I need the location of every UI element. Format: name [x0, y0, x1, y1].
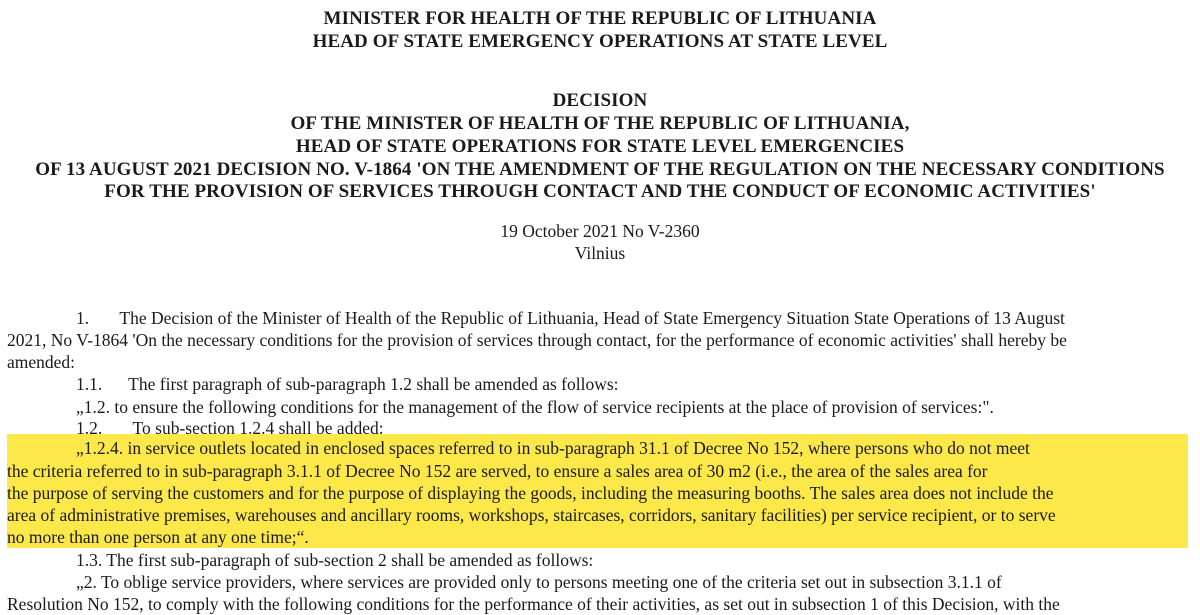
decision-date-number: 19 October 2021 No V-2360 [500, 221, 700, 241]
paragraph-1-3-line-1: „2. To oblige service providers, where services are provided only to persons meeting one of the criteria set out in subsection 3.1.1 of [76, 572, 1002, 592]
highlighted-line-2: the criteria referred to in sub-paragraph 3.1.1 of Decree No 152 are served, to ensure a sales area of 30 m2 (i.e., the area of the sales area for [7, 461, 988, 481]
header-line-1: MINISTER FOR HEALTH OF THE REPUBLIC OF LITHUANIA [323, 8, 877, 29]
paragraph-1-line-1: 1. The Decision of the Minister of Health of the Republic of Lithuania, Head of State Emergency Situation State Operations of 13 August [76, 308, 1065, 328]
highlighted-line-5: no more than one person at any one time;“. [7, 527, 309, 547]
paragraph-1-3-line-2: Resolution No 152, to comply with the following conditions for the performance of their activities, as set out in subsection 1 of this Decision, with the [7, 594, 1060, 614]
paragraph-1-line-2: 2021, No V-1864 'On the necessary conditions for the provision of services through contact, for the performance of economic activities' shall hereby be [7, 330, 1067, 350]
title-line-4: OF 13 AUGUST 2021 DECISION NO. V-1864 'ON THE AMENDMENT OF THE REGULATION ON THE NECESSARY CONDITIONS [35, 159, 1165, 180]
title-line-1: DECISION [552, 90, 648, 111]
paragraph-1-3: 1.3. The first sub-paragraph of sub-section 2 shall be amended as follows: [76, 550, 594, 570]
highlighted-line-4: area of administrative premises, warehouses and ancillary rooms, workshops, staircases, corridors, sanitary facilities) per service recipient, or to serve [7, 505, 1056, 525]
paragraph-1-1-quote: „1.2. to ensure the following conditions for the management of the flow of service recipients at the place of provision of services:". [76, 397, 994, 417]
decision-place: Vilnius [574, 243, 626, 263]
header-line-2: HEAD OF STATE EMERGENCY OPERATIONS AT STATE LEVEL [312, 31, 888, 52]
paragraph-1-2: 1.2. To sub-section 1.2.4 shall be added: [76, 418, 384, 438]
highlighted-line-1: „1.2.4. in service outlets located in enclosed spaces referred to in sub-paragraph 31.1 of Decree No 152, where persons who do not meet [76, 438, 1030, 458]
title-line-3: HEAD OF STATE OPERATIONS FOR STATE LEVEL EMERGENCIES [295, 136, 905, 157]
paragraph-1-line-3: amended: [7, 352, 76, 372]
title-line-2: OF THE MINISTER OF HEALTH OF THE REPUBLIC OF LITHUANIA, [290, 113, 910, 134]
paragraph-1-1: 1.1. The first paragraph of sub-paragraph 1.2 shall be amended as follows: [76, 374, 619, 394]
title-line-5: FOR THE PROVISION OF SERVICES THROUGH CONTACT AND THE CONDUCT OF ECONOMIC ACTIVITIES' [104, 181, 1096, 202]
highlighted-line-3: the purpose of serving the customers and for the purpose of displaying the goods, including the measuring booths. The sales area does not include the [7, 483, 1054, 503]
